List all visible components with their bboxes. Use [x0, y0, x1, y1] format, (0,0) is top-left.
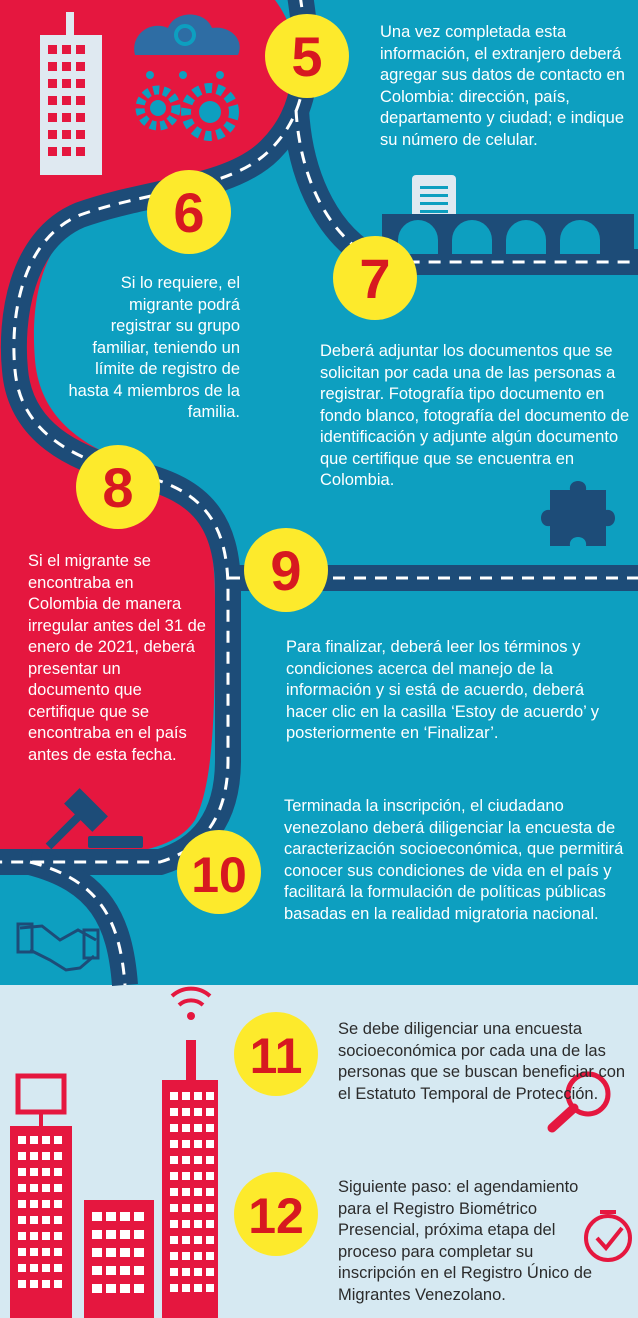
step-10-text: Terminada la inscripción, el ciudadano venezolano deberá diligenciar la encuesta de caracterización socioeconómica, que permitirá conocer sus condiciones de vida en el país y facilitará la formulación de políticas públicas basadas en la realidad migratoria nacional.	[284, 797, 624, 923]
step-8-text: Si el migrante se encontraba en Colombia de manera irregular antes del 31 de enero de 2021, deberá presentar un documento que certifique que se encontraba en el país antes de esta fecha.	[28, 552, 206, 764]
step-5-text: Una vez completada esta información, el extranjero deberá agregar sus datos de contacto en Colombia: dirección, país, departamento y ciudad; e indique su número de celular.	[380, 23, 625, 149]
badge-9-number: 9	[270, 539, 302, 602]
badge-5	[265, 14, 349, 98]
badge-11	[234, 1012, 318, 1096]
badge-10-number: 10	[191, 847, 247, 903]
bridge-icon	[382, 214, 634, 254]
step-12-text: Siguiente paso: el agendamiento para el Registro Biométrico Presencial, próxima etapa del proceso para completar su inscripción en el Registro Único de Migrantes Venezolano.	[338, 1178, 593, 1304]
badge-9	[244, 528, 328, 612]
badge-12	[234, 1172, 318, 1256]
step-7-text: Deberá adjuntar los documentos que se solicitan por cada una de las personas a registrar. Fotografía tipo documento en fondo blanco, fotografía del documento de identificación y adjunte algún documento que certifique que se encuentra en Colombia.	[320, 342, 630, 489]
badge-8	[76, 445, 160, 529]
step-9-text: Para finalizar, deberá leer los términos y condiciones acerca del manejo de la información y si está de acuerdo, deberá hacer clic en la casilla ‘Estoy de acuerdo’ y posteriormente en ‘Finalizar’.	[286, 638, 600, 742]
badge-8-number: 8	[102, 456, 134, 519]
badge-6-number: 6	[173, 181, 205, 244]
step-6-text: Si lo requiere, el migrante podrá registrar su grupo familiar, teniendo un límite de registro de hasta 4 miembros de la familia.	[68, 274, 240, 421]
badge-10	[177, 830, 261, 914]
building-icon	[40, 12, 102, 175]
badge-6	[147, 170, 231, 254]
step-11-text: Se debe diligenciar una encuesta socioeconómica por cada una de las personas que se buscan beneficiar con el Estatuto Temporal de Protección.	[338, 1020, 626, 1103]
badge-7	[333, 236, 417, 320]
badge-12-number: 12	[248, 1188, 304, 1244]
badge-5-number: 5	[291, 25, 323, 88]
badge-7-number: 7	[359, 247, 391, 310]
badge-11-number: 11	[249, 1028, 303, 1084]
